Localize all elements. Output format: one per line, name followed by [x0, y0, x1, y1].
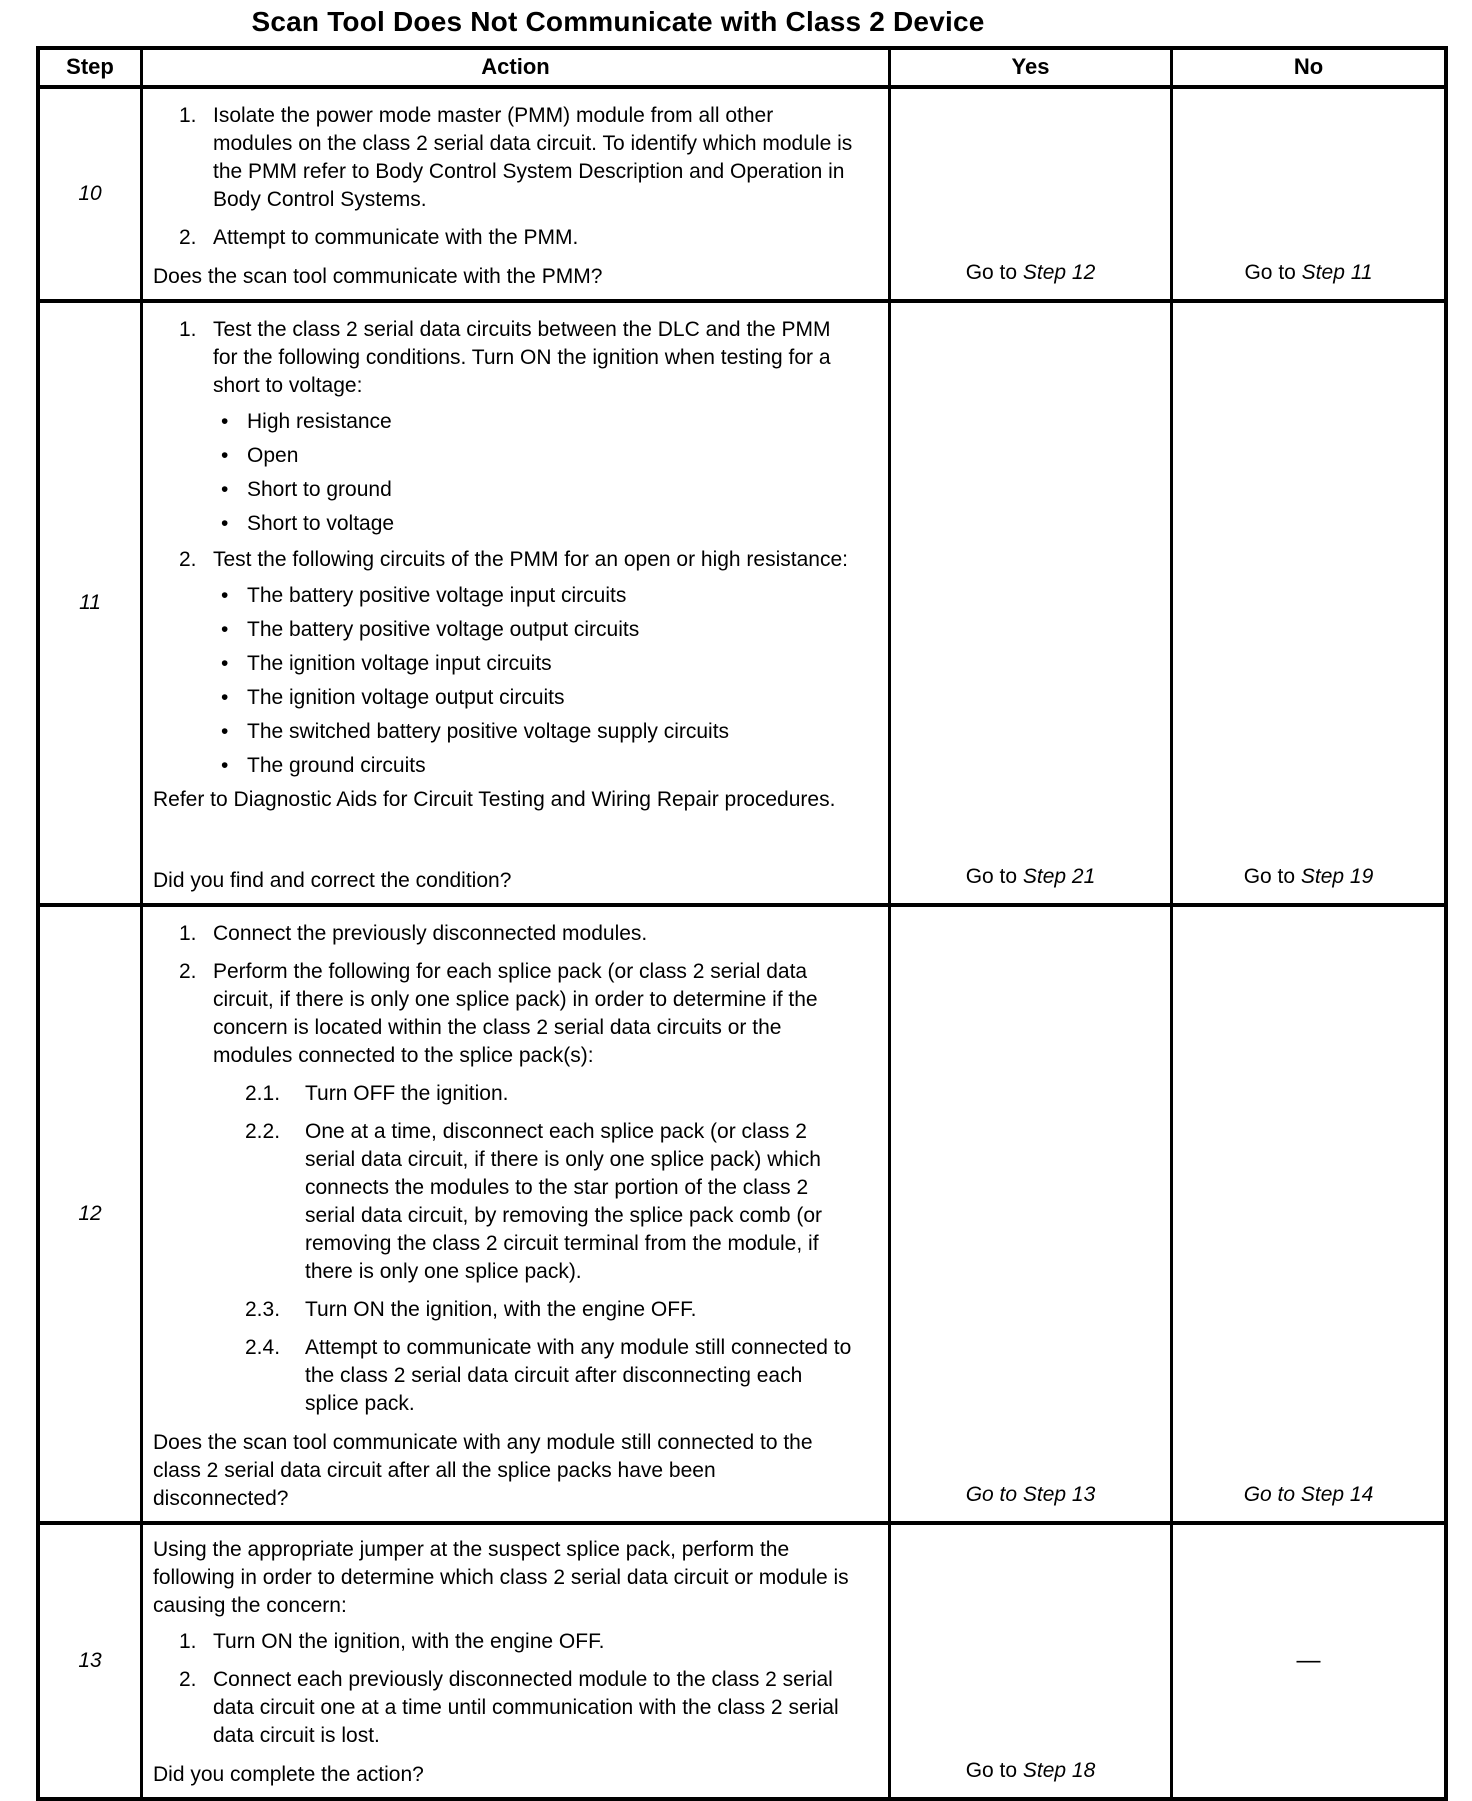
action-cell: [140, 89, 888, 299]
goto-instruction: [1244, 259, 1372, 287]
question-text: Does the scan tool communicate with any module still connected to the class 2 serial data circuit after all the splice packs have been disconnected?: [153, 1431, 813, 1510]
table-header-row: [40, 50, 1444, 89]
bullet-icon: •: [221, 720, 229, 743]
page-title: Scan Tool Does Not Communicate with Class 2 Device: [251, 6, 985, 37]
action-cell: [140, 907, 888, 1521]
yes-cell: [888, 907, 1170, 1521]
numbered-item: [179, 920, 854, 948]
bullet-text: The battery positive voltage output circuits: [247, 618, 640, 641]
table-row: [40, 89, 1444, 299]
bullet-icon: •: [221, 512, 229, 535]
item-text: Connect each previously disconnected module to the class 2 serial data circuit one at a time until communication with the class 2 serial data circuit is lost.: [213, 1668, 839, 1747]
item-number-label: 1.: [179, 104, 197, 127]
goto-part: Step 19: [1300, 865, 1374, 888]
bullet-text: High resistance: [247, 410, 392, 433]
bullet-text: The ignition voltage output circuits: [247, 686, 565, 709]
action-cell: [140, 1525, 888, 1797]
sub-numbered-item: [245, 1334, 854, 1418]
table-row: [40, 1521, 1444, 1797]
bullet-item: [221, 718, 854, 746]
item-text: One at a time, disconnect each splice pack (or class 2 serial data circuit, if there is only one splice pack) which connects the modules to the star portion of the class 2 serial data circuit, by removing the splice pack comb (or removing the class 2 circuit terminal from the module, if there is only one splice pack).: [305, 1120, 823, 1283]
no-cell: [1170, 303, 1444, 903]
table-row: [40, 903, 1444, 1521]
item-text: Perform the following for each splice pack (or class 2 serial data circuit, if there is only one splice pack) in order to determine if the concern is located within the class 2 serial data circuits or the modules connected to the splice pack(s):: [213, 960, 818, 1067]
bullet-text: Short to voltage: [247, 512, 395, 535]
question-text: Did you find and correct the condition?: [153, 869, 512, 892]
question-text: Does the scan tool communicate with the PMM?: [153, 265, 603, 288]
goto-part: Step 11: [1301, 261, 1373, 284]
no-cell: [1170, 1525, 1444, 1797]
goto-instruction: [966, 863, 1096, 891]
item-number-label: 2.: [179, 226, 197, 249]
bullet-icon: •: [221, 584, 229, 607]
bullet-icon: •: [221, 652, 229, 675]
item-number-label: 1.: [179, 922, 197, 945]
item-number-label: 2.4.: [245, 1336, 281, 1359]
item-number-label: 1.: [179, 318, 197, 341]
bullet-item: [221, 684, 854, 712]
diagnostic-table: [36, 46, 1448, 1801]
goto-part: Step 18: [1022, 1759, 1096, 1782]
goto-instruction: [1244, 863, 1374, 891]
bullet-item: [221, 408, 854, 436]
bullet-text: The ground circuits: [247, 754, 426, 777]
goto-part: Go to Step 13: [965, 1483, 1096, 1506]
no-action-dash: [1297, 1647, 1321, 1675]
goto-instruction: [966, 1757, 1096, 1785]
bullet-item: [221, 752, 854, 780]
yes-cell: [888, 303, 1170, 903]
item-text: Isolate the power mode master (PMM) module from all other modules on the class 2 serial data circuit. To identify which module is the PMM refer to Body Control System Description and Operation in Body Control Systems.: [213, 104, 853, 211]
step-number: 12: [78, 1202, 102, 1225]
numbered-item: [179, 958, 854, 1070]
action-paragraph: Using the appropriate jumper at the suspect splice pack, perform the following in order to determine which class 2 serial data circuit or module is causing the concern:: [153, 1538, 849, 1617]
bullet-text: The switched battery positive voltage supply circuits: [247, 720, 730, 743]
goto-instruction: [1244, 1481, 1374, 1509]
numbered-item: [179, 546, 854, 574]
bullet-item: [221, 510, 854, 538]
item-text: Attempt to communicate with any module still connected to the class 2 serial data circuit after disconnecting each splice pack.: [305, 1336, 852, 1415]
bullet-item: [221, 650, 854, 678]
item-number-label: 2.: [179, 548, 197, 571]
goto-part: Go to: [1243, 865, 1301, 888]
step-number: 11: [79, 591, 101, 614]
goto-part: Go to: [965, 1759, 1023, 1782]
bullet-icon: •: [221, 410, 229, 433]
bullet-item: [221, 616, 854, 644]
item-text: Connect the previously disconnected modules.: [213, 922, 648, 945]
goto-part: Go to: [965, 261, 1023, 284]
question-text: Did you complete the action?: [153, 1763, 424, 1786]
step-number: 13: [78, 1649, 102, 1672]
goto-part: Go to Step 14: [1243, 1483, 1374, 1506]
item-text: Test the class 2 serial data circuits between the DLC and the PMM for the following conditions. Turn ON the ignition when testing for a short to voltage:: [213, 318, 831, 397]
yes-cell: [888, 1525, 1170, 1797]
action-paragraph: Refer to Diagnostic Aids for Circuit Testing and Wiring Repair procedures.: [153, 788, 836, 811]
sub-numbered-item: [245, 1080, 854, 1108]
item-text: Turn ON the ignition, with the engine OFF.: [305, 1298, 697, 1321]
goto-part: Step 12: [1022, 261, 1096, 284]
item-text: Turn ON the ignition, with the engine OFF.: [213, 1630, 605, 1653]
header-yes: Yes: [888, 50, 1170, 85]
item-text: Test the following circuits of the PMM for an open or high resistance:: [213, 548, 848, 571]
item-number-label: 2.1.: [245, 1082, 281, 1105]
table-body: [40, 89, 1444, 1797]
sub-numbered-item: [245, 1296, 854, 1324]
no-cell: [1170, 89, 1444, 299]
bullet-item: [221, 582, 854, 610]
numbered-item: [179, 1666, 854, 1750]
sub-numbered-item: [245, 1118, 854, 1286]
item-number-label: 2.: [179, 960, 197, 983]
table-row: [40, 299, 1444, 903]
item-text: Attempt to communicate with the PMM.: [213, 226, 579, 249]
item-number-label: 2.2.: [245, 1120, 281, 1143]
goto-part: Go to: [965, 865, 1023, 888]
bullet-text: Open: [247, 444, 299, 467]
goto-part: Go to: [1244, 261, 1302, 284]
goto-part: —: [1296, 1647, 1321, 1674]
header-action: Action: [140, 50, 888, 85]
item-number-label: 1.: [179, 1630, 197, 1653]
bullet-item: [221, 476, 854, 504]
bullet-icon: •: [221, 686, 229, 709]
goto-instruction: [966, 259, 1096, 287]
bullet-icon: •: [221, 754, 229, 777]
header-step: Step: [66, 54, 114, 79]
item-number-label: 2.: [179, 1668, 197, 1691]
step-number: 10: [78, 182, 102, 205]
item-number-label: 2.3.: [245, 1298, 281, 1321]
bullet-icon: •: [221, 444, 229, 467]
no-cell: [1170, 907, 1444, 1521]
numbered-item: [179, 1628, 854, 1656]
header-no: No: [1170, 50, 1444, 85]
bullet-text: The ignition voltage input circuits: [247, 652, 552, 675]
bullet-icon: •: [221, 478, 229, 501]
goto-instruction: [966, 1481, 1096, 1509]
numbered-item: [179, 102, 854, 214]
bullet-icon: •: [221, 618, 229, 641]
bullet-item: [221, 442, 854, 470]
numbered-item: [179, 316, 854, 400]
yes-cell: [888, 89, 1170, 299]
bullet-text: Short to ground: [247, 478, 392, 501]
bullet-text: The battery positive voltage input circuits: [247, 584, 627, 607]
goto-part: Step 21: [1022, 865, 1096, 888]
action-cell: [140, 303, 888, 903]
numbered-item: [179, 224, 854, 252]
item-text: Turn OFF the ignition.: [305, 1082, 509, 1105]
